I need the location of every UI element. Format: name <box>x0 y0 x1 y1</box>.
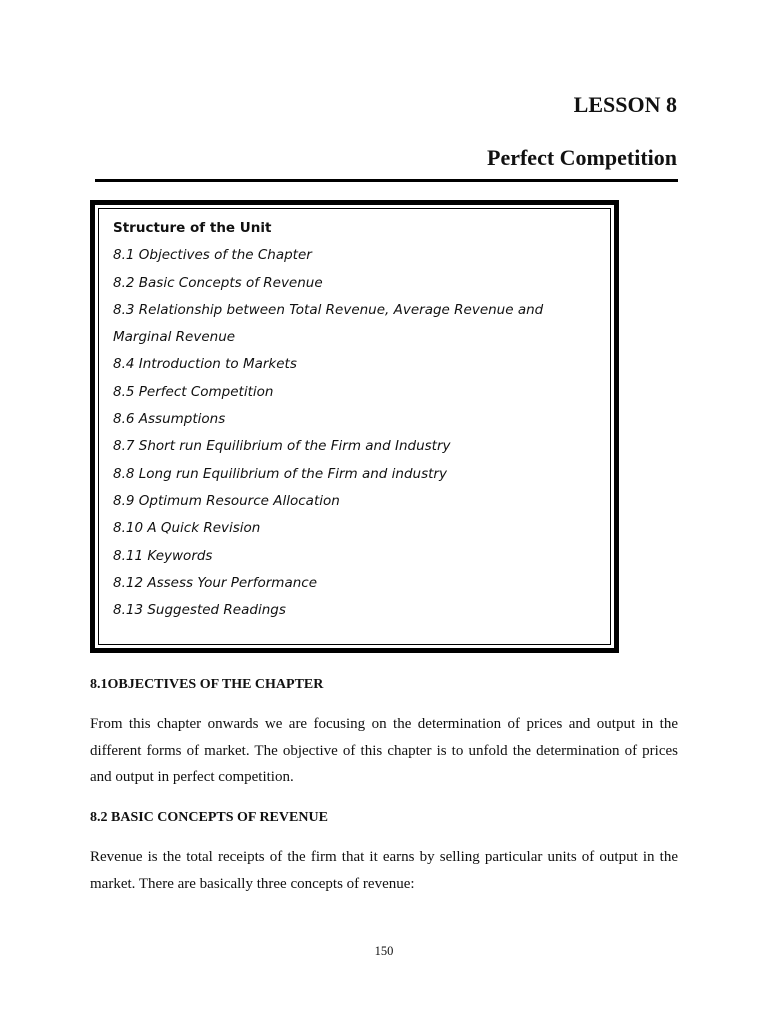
section-heading-objectives: 8.1OBJECTIVES OF THE CHAPTER <box>90 677 324 692</box>
structure-item: 8.8 Long run Equilibrium of the Firm and industry <box>113 465 447 482</box>
section-body-objectives: From this chapter onwards we are focusing on the determination of prices and output in the different forms of market. The objective of this chapter is to unfold the determination of prices and output in perfect competition. <box>90 716 678 785</box>
structure-item: 8.2 Basic Concepts of Revenue <box>113 274 323 291</box>
section-heading-revenue: 8.2 BASIC CONCEPTS OF REVENUE <box>90 810 328 825</box>
structure-item: 8.4 Introduction to Markets <box>113 356 297 373</box>
structure-item: 8.13 Suggested Readings <box>113 602 286 619</box>
structure-item: 8.3 Relationship between Total Revenue, Average Revenue and Marginal Revenue <box>113 301 544 346</box>
structure-item: 8.7 Short run Equilibrium of the Firm and Industry <box>113 438 451 455</box>
structure-item: 8.9 Optimum Resource Allocation <box>113 492 340 509</box>
chapter-title: Perfect Competition <box>487 145 677 170</box>
structure-heading: Structure of the Unit <box>113 220 272 236</box>
lesson-number: LESSON 8 <box>573 92 677 117</box>
structure-item: 8.11 Keywords <box>113 547 213 564</box>
title-divider <box>95 179 678 182</box>
section-body-revenue: Revenue is the total receipts of the firm that it earns by selling particular units of output in the market. There are basically three concepts of revenue: <box>90 849 678 892</box>
structure-box <box>90 200 619 653</box>
structure-item: 8.1 Objectives of the Chapter <box>113 247 312 264</box>
page-number: 150 <box>374 944 394 958</box>
structure-item: 8.5 Perfect Competition <box>113 383 274 400</box>
structure-item: 8.12 Assess Your Performance <box>113 574 318 591</box>
structure-item: 8.10 A Quick Revision <box>113 520 261 537</box>
structure-list <box>113 215 593 624</box>
structure-item: 8.6 Assumptions <box>113 411 226 428</box>
